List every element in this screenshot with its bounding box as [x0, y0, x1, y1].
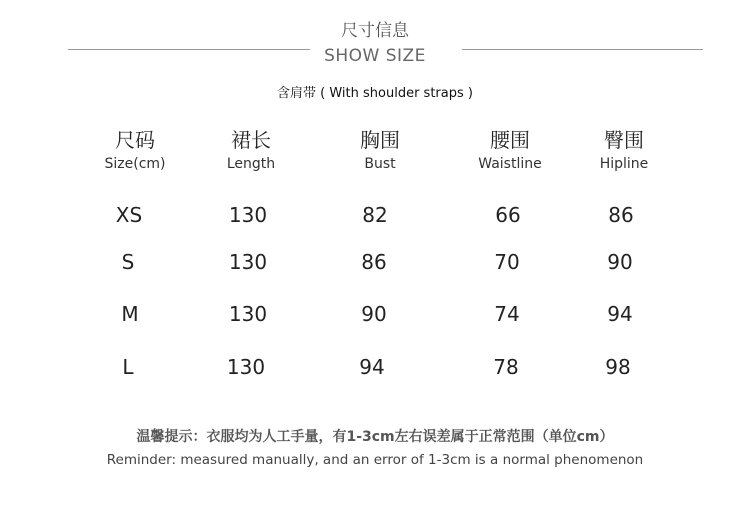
reminder-note-cn: 温馨提示：衣服均为人工手量，有1-3cm左右误差属于正常范围（单位cm） [136, 429, 614, 445]
header-hip-cn: 臀围 [604, 128, 644, 152]
header-waist-cn: 腰围 [490, 128, 530, 152]
table-cell: 130 [228, 302, 268, 326]
header-waist-en: Waistline [478, 156, 542, 172]
header-size-cn: 尺码 [115, 128, 155, 152]
table-cell: 90 [607, 250, 633, 274]
table-cell: 90 [361, 302, 387, 326]
table-cell: M [121, 302, 139, 326]
table-cell: 82 [362, 203, 388, 227]
header-bust-cn: 胸围 [360, 128, 400, 152]
section-title-en: SHOW SIZE [324, 46, 426, 66]
table-cell: L [122, 355, 134, 379]
header-length-cn: 裙长 [231, 128, 271, 152]
table-cell: 74 [494, 302, 520, 326]
table-cell: 130 [228, 250, 268, 274]
table-cell: S [121, 250, 135, 274]
header-size-en: Size(cm) [104, 156, 166, 172]
table-cell: 78 [493, 355, 519, 379]
reminder-note-en: Reminder: measured manually, and an error of 1-3cm is a normal phenomenon [106, 452, 644, 468]
section-title-cn: 尺寸信息 [341, 21, 409, 41]
table-cell: 98 [605, 355, 631, 379]
table-cell: 130 [226, 355, 266, 379]
subtitle-note: 含肩带 ( With shoulder straps ) [277, 86, 473, 101]
table-cell: 86 [608, 203, 634, 227]
table-cell: 94 [359, 355, 385, 379]
header-hip-en: Hipline [599, 156, 649, 172]
table-cell: 66 [495, 203, 521, 227]
table-cell: XS [115, 203, 143, 227]
table-cell: 94 [607, 302, 633, 326]
header-bust-en: Bust [364, 156, 396, 172]
table-cell: 86 [361, 250, 387, 274]
header-length-en: Length [226, 156, 276, 172]
title-divider-right [462, 49, 703, 50]
table-cell: 70 [494, 250, 520, 274]
table-cell: 130 [228, 203, 268, 227]
